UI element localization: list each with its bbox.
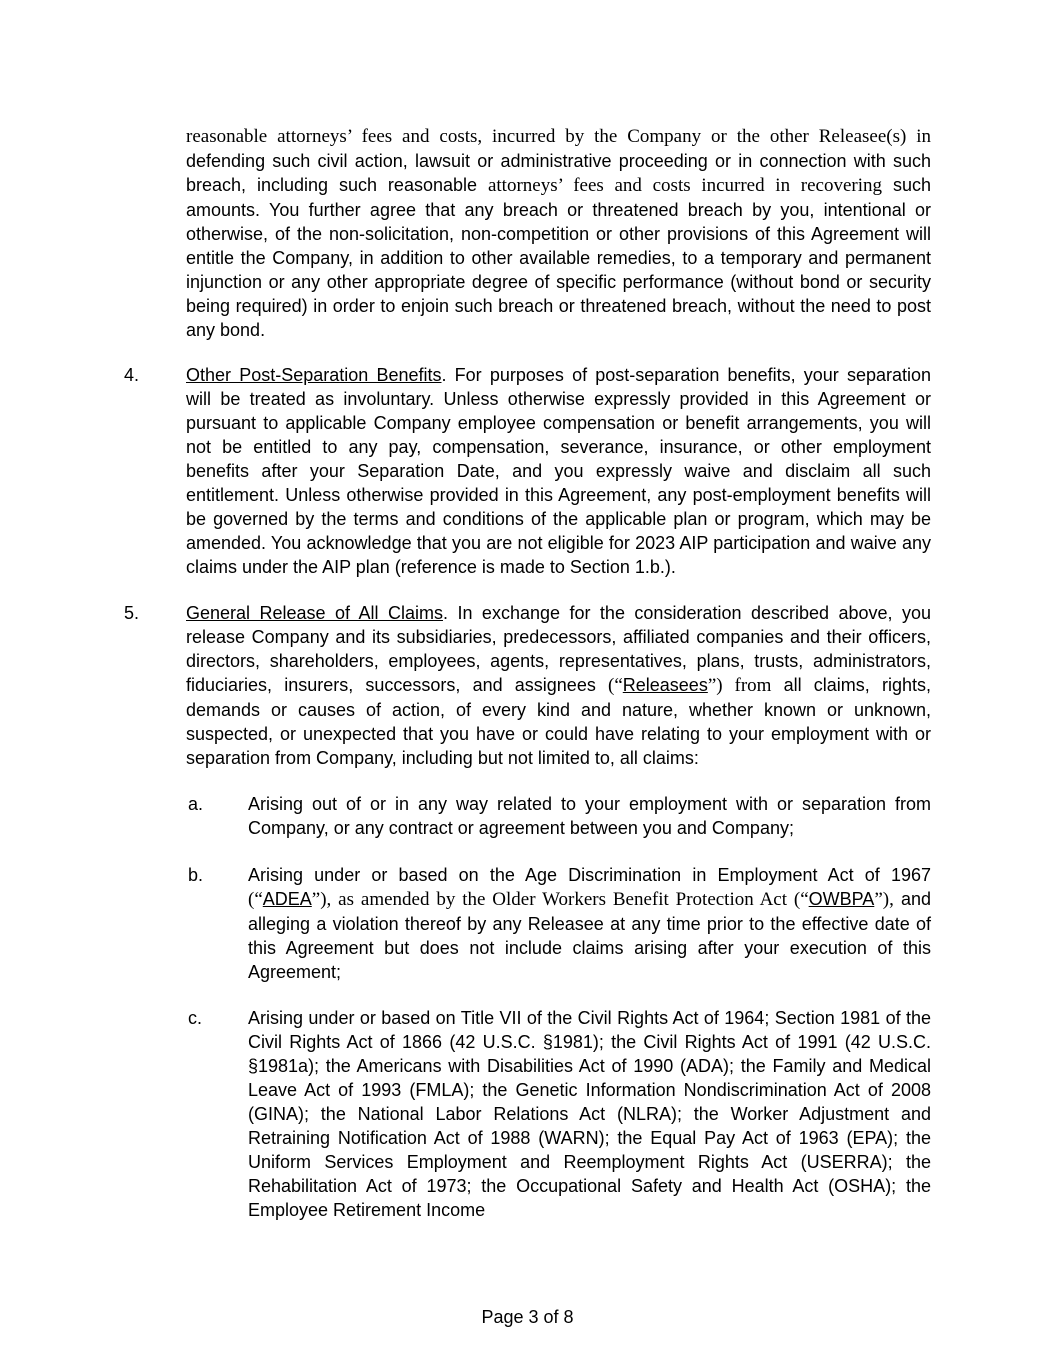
section-5-heading: General Release of All Claims bbox=[186, 603, 443, 623]
section-4-heading: Other Post-Separation Benefits bbox=[186, 365, 442, 385]
item-c-letter: c. bbox=[188, 1008, 203, 1028]
continuation-line-1: reasonable attorneys’ fees and costs, incurred by the Company or the other Releasee(s) in bbox=[186, 126, 931, 147]
page-number-footer: Page 3 of 8 bbox=[481, 1307, 574, 1327]
section-5-quote-close: ”) from bbox=[707, 675, 772, 696]
item-a-text: Arising out of or in any way related to your employment with or separation from Company, or any contract or agreement between you and Company; bbox=[248, 794, 931, 838]
section-4-paragraph bbox=[186, 363, 931, 579]
item-b-close: ”), bbox=[874, 889, 894, 910]
owbpa-term: OWBPA bbox=[808, 889, 875, 909]
continuation-text-a: defending such civil action, lawsuit or administrative proceeding or in connection with such breach, including such reasonable bbox=[186, 151, 931, 195]
item-b-letter: b. bbox=[188, 865, 204, 885]
continuation-paragraph bbox=[186, 124, 931, 342]
section-4-number: 4. bbox=[124, 365, 140, 385]
item-b-paragraph bbox=[248, 863, 931, 984]
releasees-term: Releasees bbox=[622, 675, 708, 695]
section-4-body: . For purposes of post-separation benefits, your separation will be treated as involuntary. Unless otherwise expressly provided in this Agreement or pursuant to applicable Company employee compensation or benefit arrangements, you will not be entitled to any pay, compensation, severance, insurance, or other employment benefits after your Separation Date, and you expressly waive and disclaim all such entitlement. Unless otherwise provided in this Agreement, any post-employment benefits will be governed by the terms and conditions of the applicable plan or program, which may be amended. You acknowledge that you are not eligible for 2023 AIP participation and waive any claims under the AIP plan (reference is made to Section 1.b.). bbox=[186, 365, 932, 577]
section-5-body-a: . In exchange for the consideration described above, you release Company and its subsidiaries, predecessors, affiliated companies and their officers, directors, shareholders, employees, agents, representatives, plans, trusts, administrators, fiduciaries, insurers, successors, and assignees bbox=[186, 603, 932, 695]
adea-term: ADEA bbox=[262, 889, 312, 909]
section-5-body-b: all claims, rights, demands or causes of action, of every kind and nature, whether known or unknown, suspected, or unexpected that you have or could have relating to your employment with or separation from Company, including but not limited to, all claims: bbox=[186, 675, 931, 768]
section-5-quote-open: (“ bbox=[608, 675, 623, 696]
item-b-text-a: Arising under or based on the Age Discrimination in Employment Act of 1967 bbox=[248, 865, 931, 885]
continuation-text-b: attorneys’ fees and costs incurred in recovering bbox=[487, 175, 883, 196]
item-a-letter: a. bbox=[188, 794, 204, 814]
continuation-text-c: such amounts. You further agree that any breach or threatened breach by you, intentional or otherwise, of the non-solicitation, non-competition or other provisions of this Agreement will entitle the Company, in addition to other available remedies, to a temporary and permanent injunction or any other appropriate degree of specific performance (without bond or security being required) in order to enjoin such breach or threatened breach, without the need to post any bond. bbox=[186, 175, 931, 340]
item-b-serif-mid: ”), as amended by the Older Workers Benefit Protection Act (“ bbox=[311, 889, 809, 910]
section-5-number: 5. bbox=[124, 603, 140, 623]
section-5-paragraph bbox=[186, 601, 931, 770]
item-b-open: (“ bbox=[248, 889, 263, 910]
item-c-text: Arising under or based on Title VII of the Civil Rights Act of 1964; Section 1981 of the Civil Rights Act of 1866 (42 U.S.C. §1981); the Civil Rights Act of 1991 (42 U.S.C. §1981a); the Americans with Disabilities Act of 1990 (ADA); the Family and Medical Leave Act of 1993 (FMLA); the Genetic Information Nondiscrimination Act of 2008 (GINA); the National Labor Relations Act (NLRA); the Worker Adjustment and Retraining Notification Act of 1988 (WARN); the Equal Pay Act of 1963 (EPA); the Uniform Services Employment and Reemployment Rights Act (USERRA); the Rehabilitation Act of 1973; the Occupational Safety and Health Act (OSHA); the Employee Retirement Income bbox=[248, 1008, 931, 1220]
item-b-text-b: and alleging a violation thereof by any Releasee at any time prior to the effective date of this Agreement but does not include claims arising after your execution of this Agreement; bbox=[248, 889, 931, 982]
